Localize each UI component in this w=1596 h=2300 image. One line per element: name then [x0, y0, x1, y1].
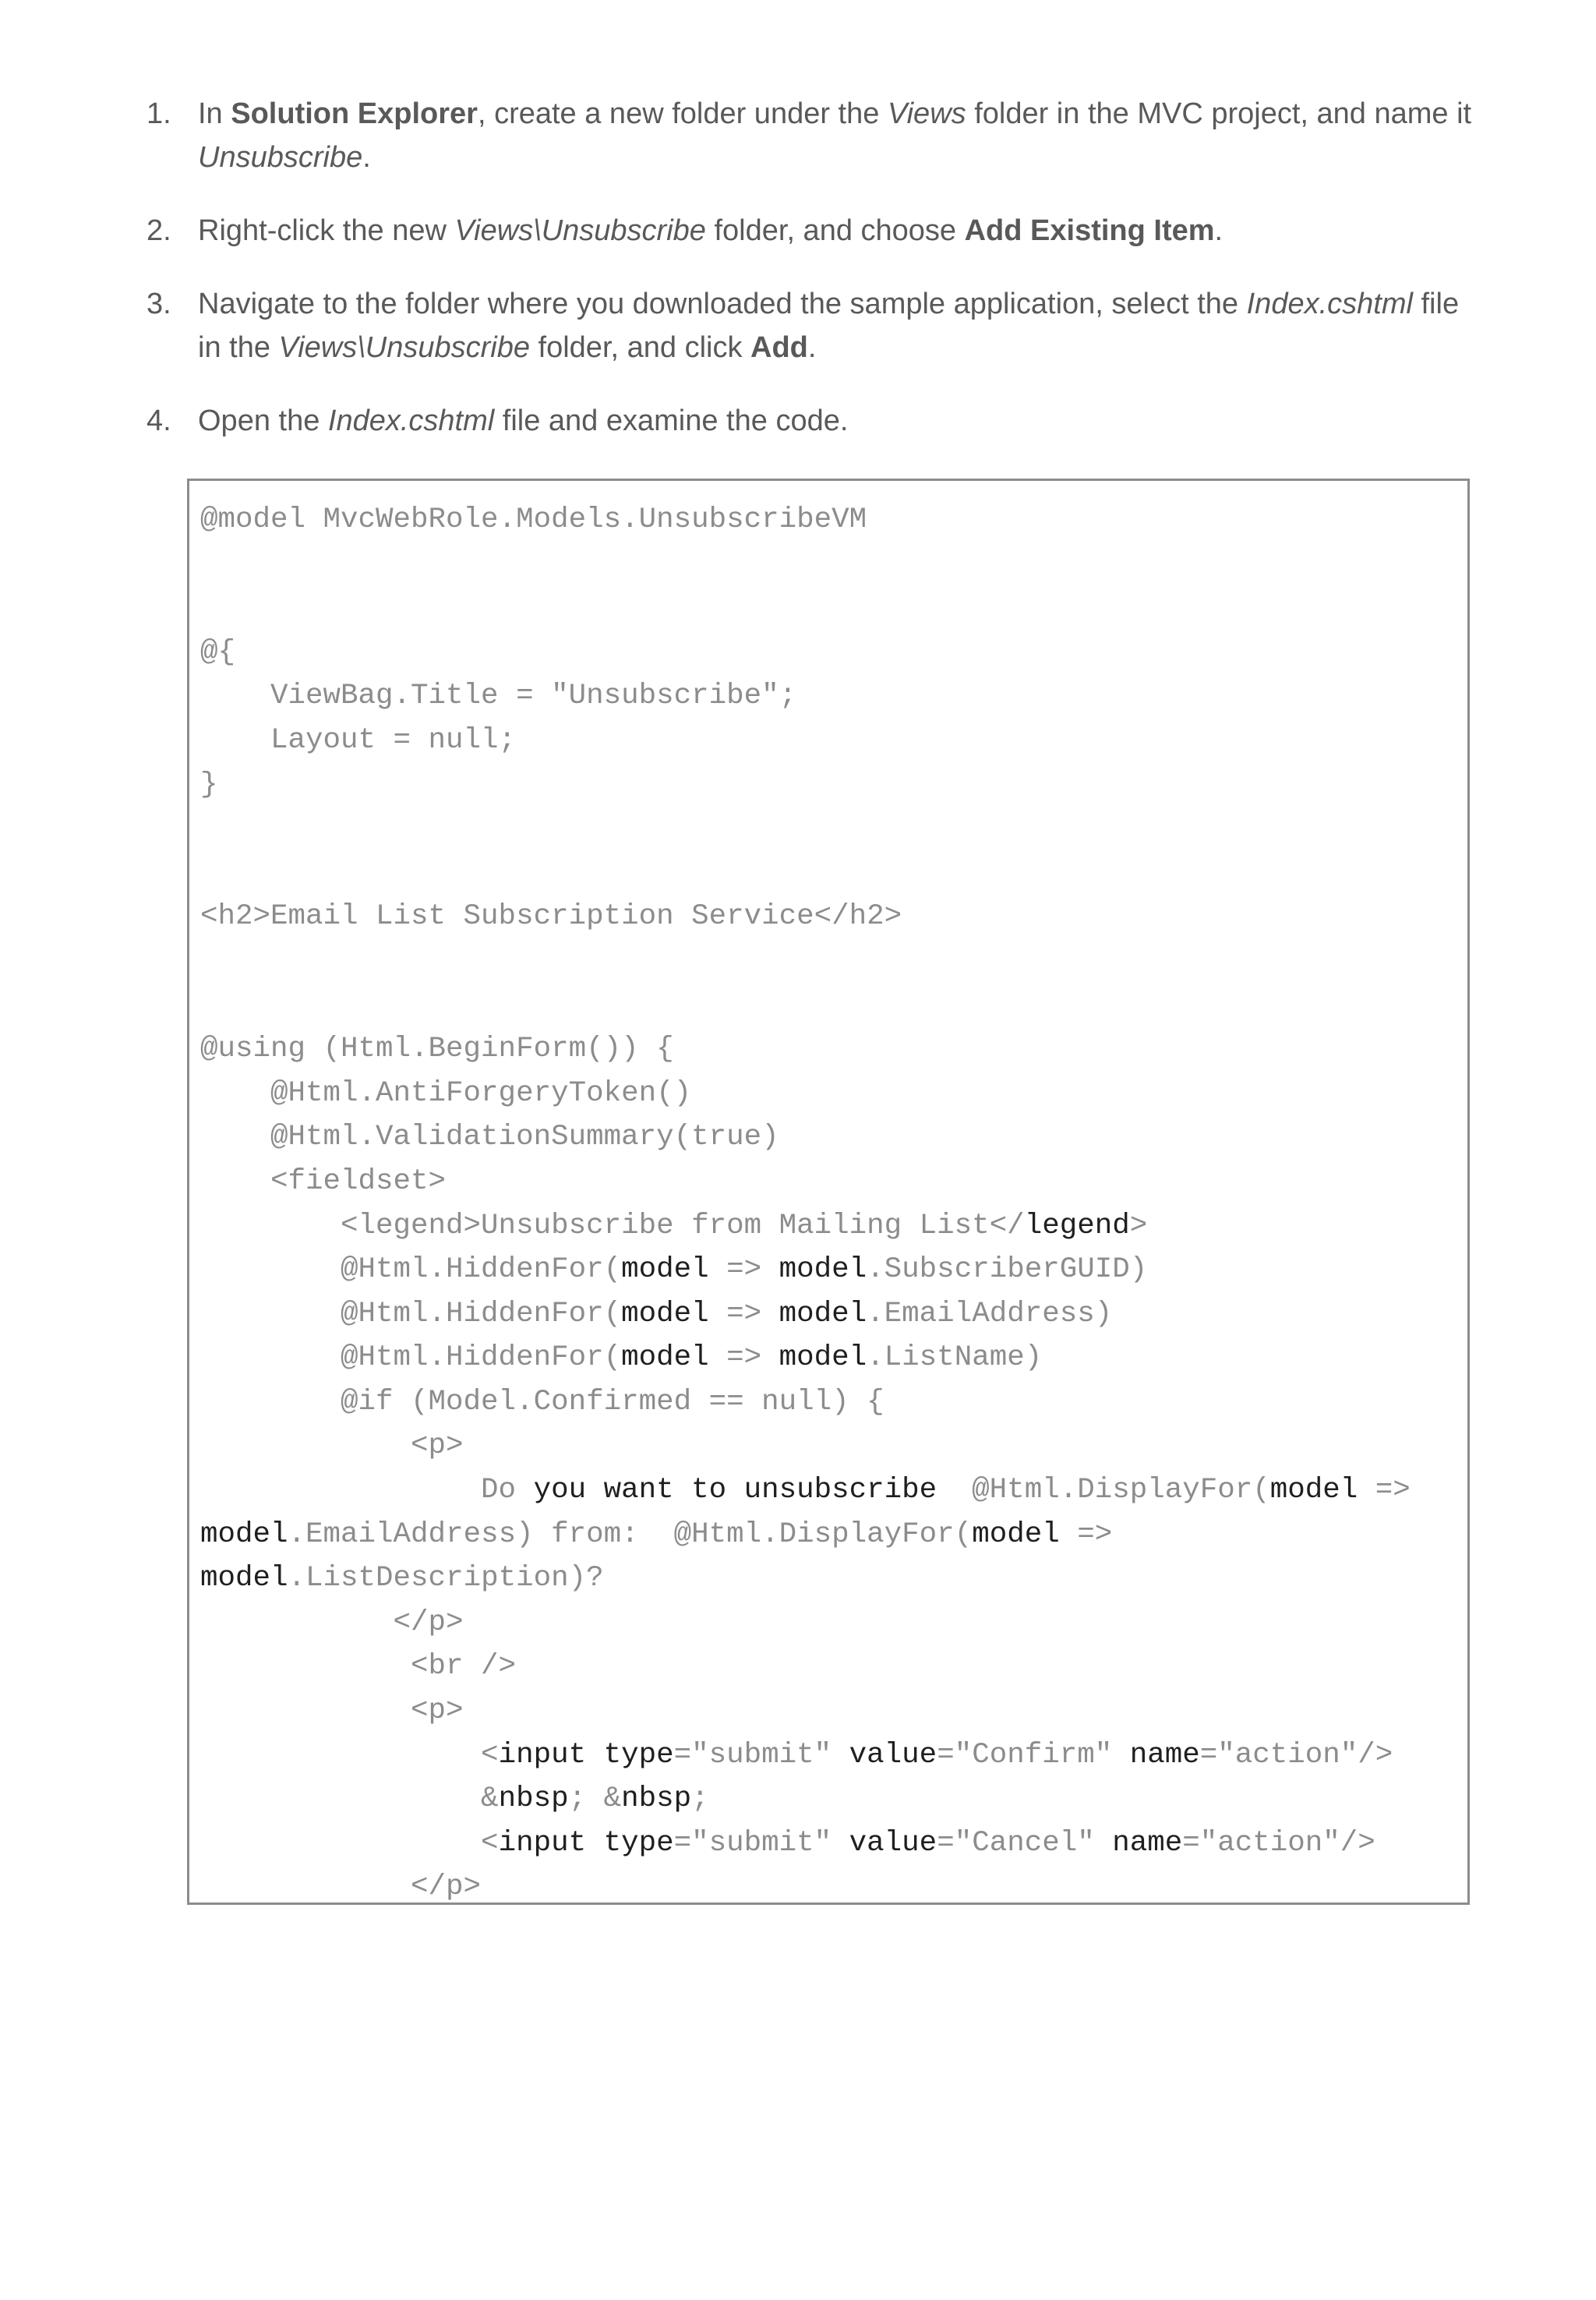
step-text-italic: Views\Unsubscribe [454, 214, 706, 247]
code-line [200, 984, 1411, 1028]
code-token: model [200, 1562, 288, 1595]
step-text: Right-click the new [198, 214, 455, 247]
code-token: <p> [200, 1694, 464, 1728]
code-line [200, 1821, 1411, 1866]
code-token: .SubscriberGUID) [867, 1253, 1148, 1287]
code-token: @Html.HiddenFor( [200, 1297, 622, 1330]
step-text-italic: Views\Unsubscribe [278, 331, 530, 364]
instruction-step [0, 209, 1596, 253]
code-token: <legend>Unsubscribe from Mailing List</ [200, 1209, 1025, 1242]
code-line [200, 1645, 1411, 1689]
code-line [200, 1513, 1411, 1557]
code-line [200, 542, 1411, 587]
code-token: model [200, 1517, 288, 1551]
code-token: model [779, 1341, 867, 1375]
code-token: => [708, 1297, 779, 1330]
step-text: , create a new folder under the [477, 97, 888, 130]
code-line [200, 631, 1411, 675]
code-token: value [849, 1738, 937, 1772]
code-token: ="Confirm" [937, 1738, 1130, 1772]
code-token: => [1358, 1474, 1411, 1507]
code-line [200, 763, 1411, 807]
code-token: model [779, 1297, 867, 1330]
code-token: <h2>Email List Subscription Service</h2> [200, 900, 902, 934]
code-line [200, 1777, 1411, 1821]
code-token: <p> [200, 1429, 464, 1463]
code-token: input type [498, 1738, 674, 1772]
code-token: @using (Html.BeginForm()) { [200, 1033, 674, 1066]
step-text: folder, and click [529, 331, 751, 364]
code-token: </p> [200, 1871, 482, 1904]
code-line [200, 1865, 1411, 1910]
code-line [200, 1380, 1411, 1425]
code-token: nbsp [498, 1782, 569, 1816]
code-token: } [200, 768, 218, 801]
code-line [200, 939, 1411, 984]
code-token: => [708, 1253, 779, 1287]
code-line [200, 674, 1411, 719]
code-token: .ListName) [867, 1341, 1043, 1375]
code-line [200, 1027, 1411, 1072]
code-token: model [621, 1297, 709, 1330]
step-text: . [1214, 214, 1223, 247]
step-number: 4. [147, 405, 171, 437]
step-text-italic: Unsubscribe [198, 141, 363, 174]
code-token: <br /> [200, 1650, 517, 1683]
step-text-bold: Solution Explorer [231, 97, 478, 130]
code-token: .EmailAddress) from: @Html.DisplayFor( [288, 1517, 973, 1551]
code-token: ViewBag.Title = "Unsubscribe"; [200, 680, 797, 713]
code-token: .ListDescription)? [288, 1562, 604, 1595]
code-line [200, 1160, 1411, 1204]
code-token: .EmailAddress) [867, 1297, 1113, 1330]
code-line [200, 1601, 1411, 1645]
code-listing-box [187, 479, 1470, 1905]
code-token: ; & [568, 1782, 622, 1816]
code-token: ="Cancel" [937, 1826, 1113, 1860]
code-token: name [1129, 1738, 1200, 1772]
code-token: model [972, 1517, 1060, 1551]
code-token: Do [200, 1474, 534, 1507]
code-line [200, 1204, 1411, 1249]
code-line [200, 1292, 1411, 1337]
step-text-italic: Index.cshtml [1246, 288, 1413, 320]
instruction-steps-list [0, 92, 1596, 472]
step-text: file and examine the code. [494, 405, 849, 437]
code-line [200, 1733, 1411, 1778]
code-line [200, 586, 1411, 631]
step-text: Navigate to the folder where you downloaded the sample application, select the [198, 288, 1247, 320]
step-text: Open the [198, 405, 328, 437]
code-token: model [621, 1341, 709, 1375]
code-line [200, 1248, 1411, 1292]
step-text-bold: Add [750, 331, 808, 364]
code-token: @if (Model.Confirmed == null) { [200, 1385, 885, 1419]
instruction-step [0, 282, 1596, 369]
code-token: @Html.HiddenFor( [200, 1341, 622, 1375]
code-token: @{ [200, 635, 236, 669]
code-line [200, 1424, 1411, 1468]
instruction-step [0, 399, 1596, 443]
step-text: . [362, 141, 371, 174]
step-text-bold: Add Existing Item [964, 214, 1215, 247]
code-token: ; [691, 1782, 709, 1816]
code-token: => [1059, 1517, 1113, 1551]
code-token: you want to unsubscribe [533, 1474, 937, 1507]
code-token: ="submit" [673, 1738, 849, 1772]
code-token: model [621, 1253, 709, 1287]
code-line [200, 719, 1411, 763]
step-text-italic: Views [887, 97, 966, 130]
step-text: folder in the MVC project, and name it [966, 97, 1472, 130]
step-number: 1. [147, 97, 171, 130]
code-line [200, 895, 1411, 939]
code-token: model [1269, 1474, 1358, 1507]
instruction-step [0, 92, 1596, 179]
code-token: input type [498, 1826, 674, 1860]
step-number: 2. [147, 214, 171, 247]
code-token: > [1129, 1209, 1148, 1242]
step-text: folder, and choose [705, 214, 965, 247]
code-token: @Html.AntiForgeryToken() [200, 1076, 692, 1110]
code-token: @Html.HiddenFor( [200, 1253, 622, 1287]
code-token: < [200, 1826, 499, 1860]
code-line [200, 851, 1411, 896]
code-token: legend [1024, 1209, 1130, 1242]
code-line [200, 807, 1411, 851]
code-line [200, 1336, 1411, 1380]
code-listing [200, 498, 1411, 1910]
step-number: 3. [147, 288, 171, 320]
step-text-italic: Index.cshtml [327, 405, 495, 437]
code-token: @Html.DisplayFor( [937, 1474, 1270, 1507]
code-line [200, 498, 1411, 542]
code-token: ="submit" [673, 1826, 849, 1860]
code-token: </p> [200, 1606, 464, 1639]
code-token: Layout = null; [200, 723, 517, 757]
code-token: nbsp [621, 1782, 692, 1816]
code-line [200, 1468, 1411, 1513]
code-line [200, 1689, 1411, 1733]
code-token: name [1112, 1826, 1183, 1860]
code-token: model [779, 1253, 867, 1287]
code-token: @model MvcWebRole.Models.UnsubscribeVM [200, 503, 867, 536]
code-token: & [200, 1782, 499, 1816]
step-text: file in the [198, 288, 1460, 364]
code-token: ="action"/> [1182, 1826, 1375, 1860]
code-token: @Html.ValidationSummary(true) [200, 1121, 779, 1154]
code-line [200, 1556, 1411, 1601]
step-text: . [807, 331, 817, 364]
code-token: < [200, 1738, 499, 1772]
code-line [200, 1072, 1411, 1116]
code-token: ="action"/> [1199, 1738, 1393, 1772]
step-text: In [198, 97, 231, 130]
code-line [200, 1115, 1411, 1160]
code-token: <fieldset> [200, 1164, 447, 1198]
code-token: value [849, 1826, 937, 1860]
code-token: => [708, 1341, 779, 1375]
